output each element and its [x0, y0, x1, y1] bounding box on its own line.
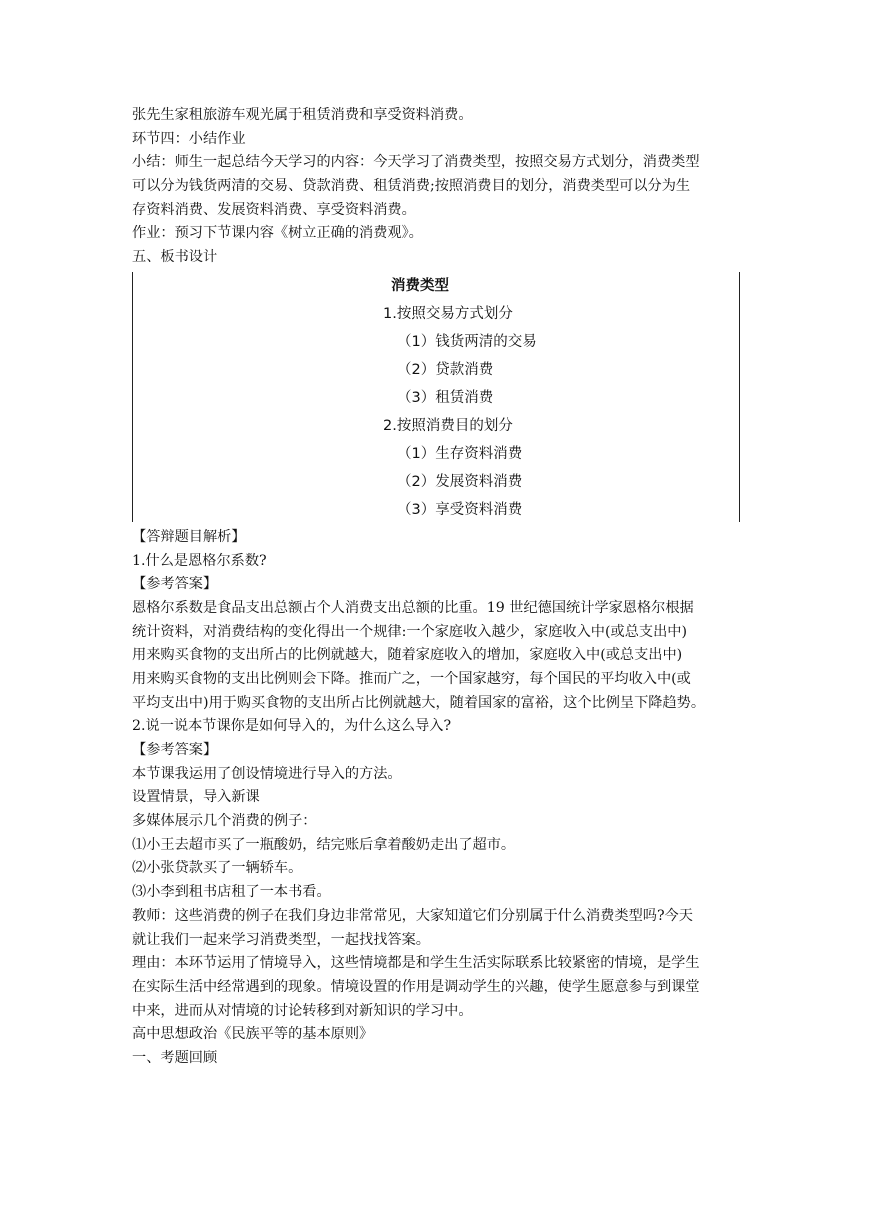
board-item: （3）享受资料消费	[397, 501, 523, 518]
text-line: 平均支出中)用于购买食物的支出所占比例就越大，随着国家的富裕，这个比例呈下降趋势。	[132, 694, 706, 711]
text-line: 张先生家租旅游车观光属于租赁消费和享受资料消费。	[132, 107, 473, 123]
text-line: 用来购买食物的支出所占的比例就越大，随着家庭收入的增加，家庭收入中(或总支出中)	[132, 647, 683, 664]
document-page	[132, 104, 742, 1071]
text-line: 作业：预习下节课内容《树立正确的消费观》。	[132, 225, 423, 242]
text-line: 小结：师生一起总结今天学习的内容：今天学习了消费类型，按照交易方式划分，消费类型	[132, 154, 700, 171]
text-line: 理由：本环节运用了情境导入，这些情境都是和学生生活实际联系比较紧密的情境，是学生	[132, 955, 700, 972]
text-line: 存资料消费、发展资料消费、享受资料消费。	[132, 201, 416, 218]
blackboard-design	[132, 272, 740, 522]
board-item: （2）发展资料消费	[397, 473, 523, 490]
bottom-paragraphs	[132, 526, 742, 1071]
answer-heading: 【参考答案】	[132, 576, 218, 593]
board-item: 1.按照交易方式划分	[383, 305, 513, 322]
board-item: （1）生存资料消费	[397, 445, 523, 462]
list-item: ⑶小李到租书店租了一本书看。	[132, 884, 331, 901]
text-line: 在实际生活中经常遇到的现象。情境设置的作用是调动学生的兴趣，使学生愿意参与到课堂	[132, 978, 700, 995]
board-item: （2）贷款消费	[397, 361, 494, 378]
section-heading: 环节四：小结作业	[132, 130, 246, 147]
text-line: 教师：这些消费的例子在我们身边非常常见，大家知道它们分别属于什么消费类型吗?今天	[132, 907, 693, 924]
text-line: 恩格尔系数是食品支出总额占个人消费支出总额的比重。19 世纪德国统计学家恩格尔根据	[132, 599, 694, 616]
question: 1.什么是恩格尔系数?	[132, 552, 267, 569]
list-item: ⑵小张贷款买了一辆轿车。	[132, 860, 303, 877]
question: 2.说一说本节课你是如何导入的，为什么这么导入?	[132, 718, 452, 735]
top-paragraphs	[132, 104, 742, 270]
text-line: 用来购买食物的支出比例则会下降。推而广之，一个国家越穷，每个国民的平均收入中(或	[132, 670, 691, 687]
board-item: （3）租赁消费	[397, 389, 494, 406]
board-title: 消费类型	[391, 277, 449, 294]
text-line: 多媒体展示几个消费的例子：	[132, 813, 317, 830]
text-line: 中来，进而从对情境的讨论转移到对新知识的学习中。	[132, 1002, 473, 1019]
text-line: 可以分为钱货两清的交易、贷款消费、租赁消费;按照消费目的划分，消费类型可以分为生	[132, 178, 691, 195]
answer-heading: 【参考答案】	[132, 742, 218, 758]
section-heading: 五、板书设计	[132, 249, 218, 266]
text-line: 设置情景，导入新课	[132, 789, 260, 806]
section-heading: 高中思想政治《民族平等的基本原则》	[132, 1026, 374, 1043]
list-item: ⑴小王去超市买了一瓶酸奶，结完账后拿着酸奶走出了超市。	[132, 836, 516, 853]
text-line: 统计资料，对消费结构的变化得出一个规律:一个家庭收入越少，家庭收入中(或总支出中)	[132, 623, 687, 640]
board-item: （1）钱货两清的交易	[397, 333, 537, 350]
section-heading: 【答辩题目解析】	[132, 528, 246, 545]
board-item: 2.按照消费目的划分	[383, 417, 513, 434]
section-heading: 一、考题回顾	[132, 1049, 218, 1066]
text-line: 就让我们一起来学习消费类型，一起找找答案。	[132, 931, 430, 948]
text-line: 本节课我运用了创设情境进行导入的方法。	[132, 765, 402, 782]
